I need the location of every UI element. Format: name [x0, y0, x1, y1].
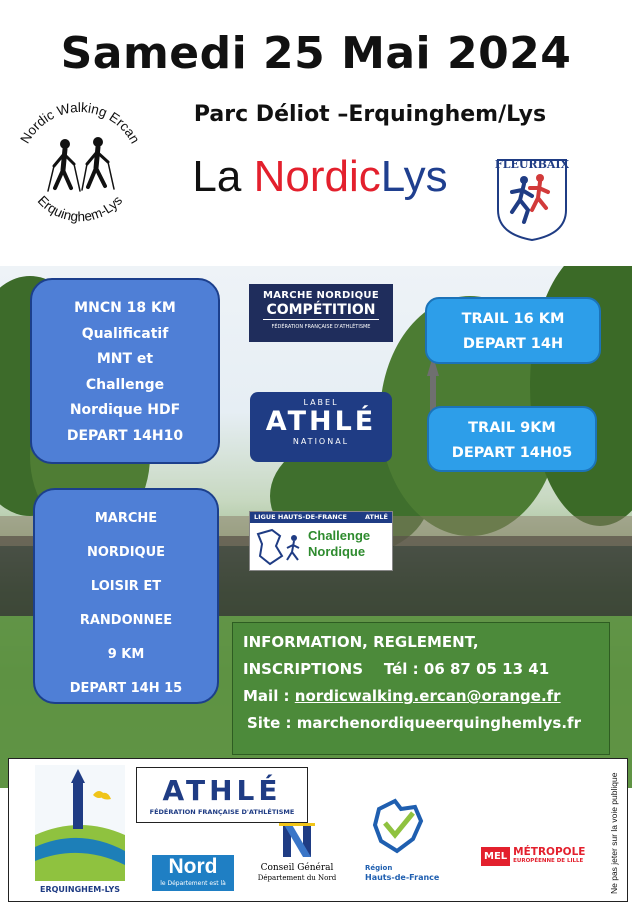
nord-text: Nord — [168, 855, 218, 878]
info-line2 — [243, 656, 599, 683]
ffa-sub-text: FÉDÉRATION FRANÇAISE D'ATHLÉTISME — [149, 808, 295, 816]
challenge-header: LIGUE HAUTS-DE-FRANCE — [254, 513, 347, 521]
inscriptions-label: INSCRIPTIONS — [243, 660, 363, 678]
mn-logo-line3: FÉDÉRATION FRANÇAISE D'ATHLÉTISME — [271, 324, 371, 330]
region-hdf-logo — [365, 795, 445, 891]
trail-16km-box — [425, 297, 601, 364]
club-logo-top-text: Nordic Walking Ercan — [17, 99, 143, 147]
marche-nordique-box — [33, 488, 219, 704]
metropole-text: MÉTROPOLE — [513, 846, 586, 858]
erquinghem-lys-text: ERQUINGHEM-LYS — [39, 885, 120, 894]
label-text: LABEL — [303, 398, 339, 407]
erquinghem-lys-logo — [35, 765, 125, 897]
marche-line: DEPART 14H 15 — [69, 681, 183, 696]
marche-nordique-competition-logo — [249, 284, 393, 342]
info-mail-line — [243, 683, 599, 710]
conseil-general-logo — [252, 821, 342, 893]
info-box — [232, 622, 610, 755]
trail9-line: DEPART 14H05 — [451, 445, 573, 461]
cg-line2: Département du Nord — [257, 874, 337, 882]
site-label: Site : — [247, 714, 297, 732]
event-name-la: La — [192, 152, 254, 201]
region-line2: Hauts-de-France — [365, 873, 440, 882]
conseil-general-n-icon — [269, 821, 325, 859]
marche-line: 9 KM — [107, 647, 145, 662]
warning-text-box — [602, 760, 624, 900]
event-name-lys: Lys — [380, 152, 448, 201]
trail9-line: TRAIL 9KM — [468, 420, 556, 436]
marche-line: RANDONNEE — [79, 613, 173, 628]
nordic-walkers-icon — [48, 138, 114, 192]
date-title: Samedi 25 Mai 2024 — [60, 28, 572, 79]
challenge-line2: Nordique — [308, 544, 366, 559]
fleurbaix-title: FLEURBAIX — [494, 158, 570, 171]
mn-logo-line2: COMPÉTITION — [263, 301, 379, 320]
trail-9km-box — [427, 406, 597, 472]
mncn-line: MNCN 18 KM — [74, 300, 176, 316]
mail-label: Mail : — [243, 687, 295, 705]
phone-number: Tél : 06 87 05 13 41 — [383, 660, 550, 678]
walker-map-icon — [254, 526, 304, 568]
info-line1: INFORMATION, REGLEMENT, — [243, 633, 479, 651]
mail-link[interactable]: nordicwalking.ercan@orange.fr — [294, 687, 561, 705]
cg-line1: Conseil Général — [260, 863, 334, 873]
nord-logo — [152, 855, 234, 891]
info-site-line — [243, 710, 599, 737]
mel-logo — [481, 843, 599, 869]
marche-line: LOISIR ET — [90, 579, 162, 594]
mncn-line: Challenge — [85, 376, 165, 393]
mncn-line: Nordique HDF — [69, 402, 181, 418]
france-heart-icon — [365, 795, 429, 859]
mncn-box — [30, 278, 220, 464]
club-logo — [8, 96, 152, 230]
metropole-sub-text: EUROPÉENNE DE LILLE — [513, 858, 584, 864]
challenge-header-right: ATHLÉ — [365, 513, 388, 521]
venue-title: Parc Déliot –Erquinghem/Lys — [193, 102, 547, 127]
event-name-nordic: Nordic — [253, 152, 381, 201]
ffa-athle-text: ATHLÉ — [162, 774, 282, 807]
warning-text: Ne pas jeter sur la voie publique — [609, 772, 619, 894]
challenge-line1: Challenge — [308, 528, 371, 543]
trail16-line: TRAIL 16 KM — [461, 311, 565, 327]
fleurbaix-logo — [494, 148, 570, 242]
mncn-line: DEPART 14H10 — [66, 427, 184, 444]
mncn-line: MNT et — [96, 351, 154, 367]
ffa-logo — [136, 767, 308, 823]
national-text: NATIONAL — [292, 437, 350, 446]
marche-line: MARCHE — [94, 511, 158, 526]
challenge-nordique-logo — [249, 511, 393, 571]
sponsors-footer — [8, 758, 628, 902]
mncn-line: Qualificatif — [81, 325, 169, 342]
event-name — [170, 152, 470, 202]
region-line1: Région — [365, 864, 393, 872]
club-logo-bottom-text: Erquinghem-Lys — [34, 192, 126, 225]
mel-badge: MEL — [481, 847, 510, 866]
marche-line: NORDIQUE — [86, 545, 166, 560]
label-athle-national-logo — [250, 392, 392, 462]
mn-logo-line1: MARCHE NORDIQUE — [263, 290, 379, 301]
site-link[interactable]: marchenordiqueerquinghemlys.fr — [296, 714, 581, 732]
athle-text: ATHLÉ — [265, 406, 377, 437]
trail16-line: DEPART 14H — [462, 336, 564, 352]
nord-sub-text: le Département est là — [160, 880, 226, 887]
